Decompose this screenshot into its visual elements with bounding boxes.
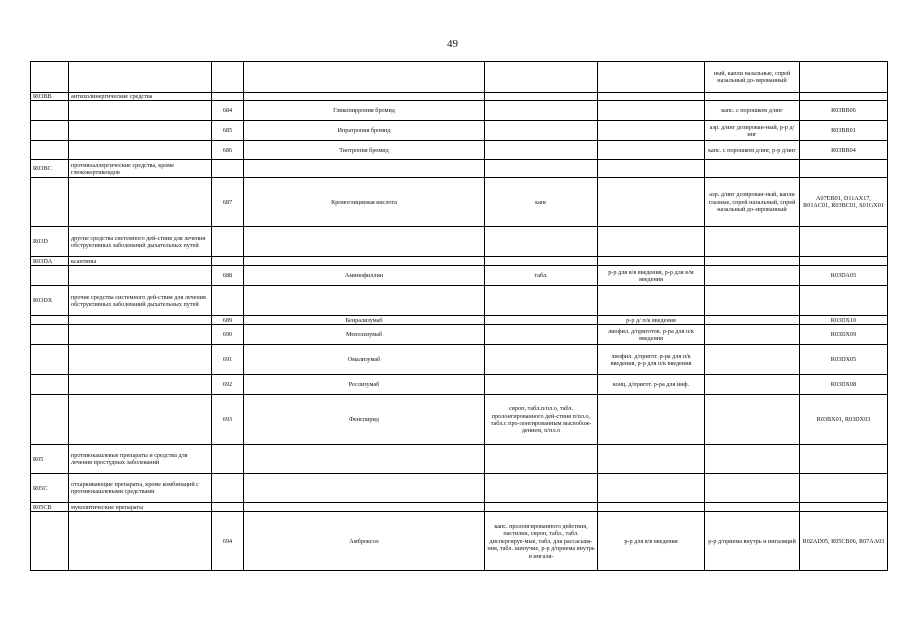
atc-code-cell [800, 503, 888, 512]
inhalation-form-cell [705, 227, 800, 257]
atc-group-name-cell: ксантины [69, 257, 212, 266]
inhalation-form-cell: капс. с порошком д/инг [705, 101, 800, 121]
injection-form-cell: конц. д/пригот. р-ра для инф. [598, 375, 705, 395]
atc-group-code-cell [31, 266, 69, 286]
injection-form-cell: р-р д/ п/к введения [598, 316, 705, 325]
drug-name-cell: Ипратропия бромид [244, 121, 485, 141]
dosage-form-cell: табл. [485, 266, 598, 286]
injection-form-cell [598, 286, 705, 316]
row-number-cell: 686 [212, 141, 244, 160]
dosage-form-cell: сироп, табл.п/пл.о, табл. пролонгированного дей-ствия п/пл.о, табл.с про-лонгированным высвобож-дением, п/пл.о [485, 395, 598, 445]
row-number-cell: 694 [212, 512, 244, 571]
row-number-cell: 690 [212, 325, 244, 345]
atc-group-code-cell [31, 395, 69, 445]
table-row [31, 266, 888, 286]
atc-group-name-cell [69, 266, 212, 286]
atc-group-name-cell [69, 178, 212, 227]
dosage-form-cell [485, 257, 598, 266]
injection-form-cell [598, 445, 705, 474]
row-number-cell: 688 [212, 266, 244, 286]
atc-code-cell: R02AD05, R05CB06, R07AA03 [800, 512, 888, 571]
injection-form-cell [598, 160, 705, 178]
table-row [31, 101, 888, 121]
injection-form-cell [598, 257, 705, 266]
dosage-form-cell [485, 121, 598, 141]
row-number-cell: 687 [212, 178, 244, 227]
inhalation-form-cell: аэр. д/инг дозирован-ный, капли глазные, спрей назальный, спрей назальный до-зированный [705, 178, 800, 227]
drug-name-cell: Кромоглициевая кислота [244, 178, 485, 227]
table-row [31, 160, 888, 178]
atc-code-cell: R03BX01, R03DX03 [800, 395, 888, 445]
table-row [31, 257, 888, 266]
drug-name-cell: Фенспирид [244, 395, 485, 445]
row-number-cell: 685 [212, 121, 244, 141]
dosage-form-cell [485, 375, 598, 395]
dosage-form-cell [485, 160, 598, 178]
injection-form-cell [598, 62, 705, 93]
atc-group-code-cell [31, 375, 69, 395]
atc-group-code-cell: R05 [31, 445, 69, 474]
row-number-cell [212, 286, 244, 316]
atc-code-cell: R03DX10 [800, 316, 888, 325]
atc-code-cell [800, 62, 888, 93]
atc-code-cell: R03BB06 [800, 101, 888, 121]
dosage-form-cell [485, 345, 598, 375]
drug-name-cell [244, 160, 485, 178]
table-row [31, 93, 888, 101]
table-row [31, 286, 888, 316]
table-row [31, 512, 888, 571]
atc-code-cell: A07EB01, D11AX17, R01AC01, R03BC01, S01GX01 [800, 178, 888, 227]
atc-group-name-cell [69, 395, 212, 445]
inhalation-form-cell [705, 445, 800, 474]
atc-code-cell: R03BB04 [800, 141, 888, 160]
atc-code-cell [800, 93, 888, 101]
dosage-form-cell [485, 93, 598, 101]
atc-group-code-cell [31, 121, 69, 141]
inhalation-form-cell [705, 266, 800, 286]
atc-group-code-cell: R03BB [31, 93, 69, 101]
inhalation-form-cell [705, 257, 800, 266]
injection-form-cell [598, 474, 705, 503]
atc-group-name-cell [69, 141, 212, 160]
injection-form-cell: р-р для в/в введения [598, 512, 705, 571]
table-row [31, 445, 888, 474]
atc-code-cell: R03DX08 [800, 375, 888, 395]
drug-name-cell: Амброксол [244, 512, 485, 571]
atc-group-code-cell: R03DA [31, 257, 69, 266]
drug-name-cell [244, 286, 485, 316]
atc-code-cell [800, 160, 888, 178]
row-number-cell [212, 503, 244, 512]
atc-group-code-cell [31, 345, 69, 375]
dosage-form-cell [485, 316, 598, 325]
row-number-cell: 691 [212, 345, 244, 375]
table-row [31, 227, 888, 257]
table-row [31, 325, 888, 345]
injection-form-cell [598, 395, 705, 445]
atc-code-cell [800, 286, 888, 316]
drug-name-cell [244, 257, 485, 266]
table-row [31, 121, 888, 141]
drug-name-cell [244, 93, 485, 101]
drug-name-cell: Бенрализумаб [244, 316, 485, 325]
injection-form-cell [598, 141, 705, 160]
atc-group-code-cell: R05CB [31, 503, 69, 512]
atc-group-code-cell: R03D [31, 227, 69, 257]
inhalation-form-cell [705, 93, 800, 101]
atc-group-name-cell: противокашлевые препараты и средства для лечения простудных заболеваний [69, 445, 212, 474]
inhalation-form-cell [705, 286, 800, 316]
atc-group-name-cell: муколитические препараты [69, 503, 212, 512]
drug-name-cell: Реслизумаб [244, 375, 485, 395]
atc-group-name-cell [69, 316, 212, 325]
drug-name-cell [244, 503, 485, 512]
row-number-cell: 692 [212, 375, 244, 395]
atc-group-code-cell [31, 325, 69, 345]
row-number-cell [212, 62, 244, 93]
atc-code-cell [800, 257, 888, 266]
row-number-cell [212, 227, 244, 257]
injection-form-cell: лиофил. д/пригот. р-ра для п/к введения, р-р для п/к введения [598, 345, 705, 375]
drug-name-cell [244, 62, 485, 93]
drug-name-cell: Меполизумаб [244, 325, 485, 345]
injection-form-cell [598, 121, 705, 141]
atc-group-name-cell: отхаркивающие препараты, кроме комбинаций с противокашлевыми средствами [69, 474, 212, 503]
table-row [31, 62, 888, 93]
dosage-form-cell [485, 227, 598, 257]
injection-form-cell [598, 227, 705, 257]
atc-group-code-cell: R03DX [31, 286, 69, 316]
registry-body [31, 62, 888, 571]
dosage-form-cell [485, 325, 598, 345]
injection-form-cell: лиофил. д/приготов. р-ра для п/к введения [598, 325, 705, 345]
atc-group-code-cell: R03BC [31, 160, 69, 178]
drug-name-cell: Омализумаб [244, 345, 485, 375]
inhalation-form-cell: ный, капли назальные, спрей назальный до-зированный [705, 62, 800, 93]
atc-group-code-cell [31, 316, 69, 325]
table-row [31, 178, 888, 227]
table-row [31, 345, 888, 375]
row-number-cell: 684 [212, 101, 244, 121]
dosage-form-cell [485, 503, 598, 512]
atc-group-name-cell [69, 512, 212, 571]
dosage-form-cell: капс. пролонгированного действия, пастилки, сироп, табл., табл. диспергируе-мые, табл. для рассасыва-ния, табл. шипучие, р-р д/приема внутрь и ингаля- [485, 512, 598, 571]
atc-group-name-cell [69, 345, 212, 375]
atc-group-name-cell [69, 375, 212, 395]
drug-name-cell: Тиотропия бромид [244, 141, 485, 160]
atc-group-code-cell [31, 101, 69, 121]
inhalation-form-cell: р-р д/приема внутрь и ингаляций [705, 512, 800, 571]
atc-code-cell [800, 474, 888, 503]
row-number-cell: 689 [212, 316, 244, 325]
dosage-form-cell [485, 141, 598, 160]
table-row [31, 503, 888, 512]
row-number-cell [212, 257, 244, 266]
injection-form-cell [598, 93, 705, 101]
table-row [31, 395, 888, 445]
atc-code-cell [800, 227, 888, 257]
atc-group-name-cell [69, 101, 212, 121]
atc-group-name-cell [69, 325, 212, 345]
inhalation-form-cell [705, 316, 800, 325]
row-number-cell [212, 93, 244, 101]
row-number-cell: 693 [212, 395, 244, 445]
inhalation-form-cell [705, 503, 800, 512]
drug-name-cell [244, 227, 485, 257]
dosage-form-cell [485, 286, 598, 316]
page-number: 49 [447, 38, 458, 50]
atc-code-cell [800, 445, 888, 474]
injection-form-cell [598, 503, 705, 512]
injection-form-cell [598, 178, 705, 227]
table-row [31, 474, 888, 503]
inhalation-form-cell [705, 474, 800, 503]
drug-name-cell: Гликопиррония бромид [244, 101, 485, 121]
inhalation-form-cell [705, 325, 800, 345]
row-number-cell [212, 474, 244, 503]
atc-code-cell: R03DX09 [800, 325, 888, 345]
atc-group-name-cell: прочие средства системного дей-ствия для лечения обструктивных заболеваний дыхательных путей [69, 286, 212, 316]
inhalation-form-cell [705, 375, 800, 395]
drug-registry-table [30, 61, 888, 571]
dosage-form-cell [485, 445, 598, 474]
dosage-form-cell [485, 474, 598, 503]
atc-group-name-cell [69, 62, 212, 93]
injection-form-cell [598, 101, 705, 121]
drug-name-cell [244, 474, 485, 503]
inhalation-form-cell [705, 160, 800, 178]
table-row [31, 316, 888, 325]
atc-group-name-cell: противоаллергические средства, кроме глюкокортикоидов [69, 160, 212, 178]
atc-group-code-cell: R05C [31, 474, 69, 503]
atc-group-code-cell [31, 62, 69, 93]
atc-group-name-cell: другие средства системного дей-ствия для лечения обструктивных заболеваний дыхательных путей [69, 227, 212, 257]
row-number-cell [212, 160, 244, 178]
drug-name-cell: Аминофиллин [244, 266, 485, 286]
atc-group-code-cell [31, 178, 69, 227]
table-row [31, 375, 888, 395]
dosage-form-cell [485, 101, 598, 121]
atc-group-code-cell [31, 141, 69, 160]
injection-form-cell: р-р для в/в введения, р-р для в/м введения [598, 266, 705, 286]
dosage-form-cell [485, 62, 598, 93]
row-number-cell [212, 445, 244, 474]
atc-code-cell: R03DX05 [800, 345, 888, 375]
drug-name-cell [244, 445, 485, 474]
atc-group-code-cell [31, 512, 69, 571]
inhalation-form-cell: капс. с порошком д/инг, р-р д/инг [705, 141, 800, 160]
atc-group-name-cell: антихолинергические средства [69, 93, 212, 101]
atc-code-cell: R03BB01 [800, 121, 888, 141]
atc-code-cell: R03DA05 [800, 266, 888, 286]
atc-group-name-cell [69, 121, 212, 141]
dosage-form-cell: капс [485, 178, 598, 227]
table-row [31, 141, 888, 160]
inhalation-form-cell [705, 345, 800, 375]
inhalation-form-cell: аэр. д/инг дозирован-ный, р-р д/инг [705, 121, 800, 141]
inhalation-form-cell [705, 395, 800, 445]
